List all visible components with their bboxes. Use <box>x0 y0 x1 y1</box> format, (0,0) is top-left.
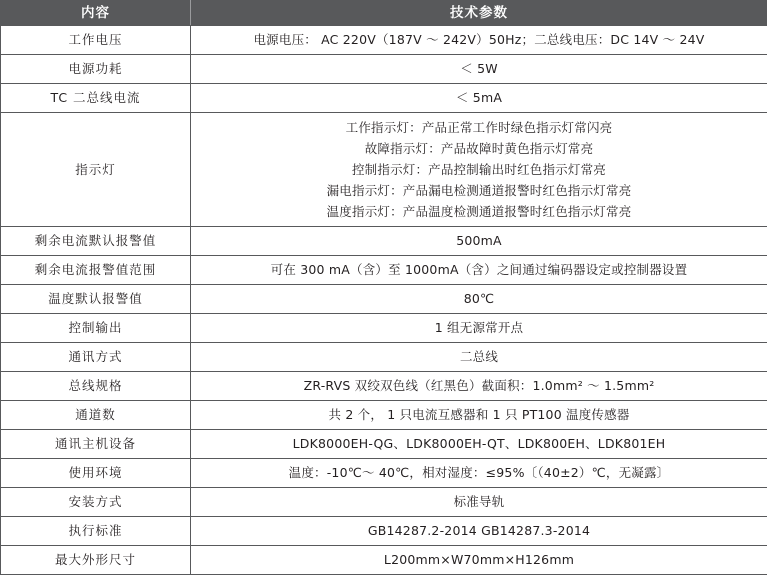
row-label: 剩余电流报警值范围 <box>1 256 191 285</box>
row-label: 控制输出 <box>1 314 191 343</box>
table-row <box>1 343 767 372</box>
column-header-parameters: 技术参数 <box>191 1 767 26</box>
row-value: ＜ 5W <box>191 55 767 84</box>
row-label: 总线规格 <box>1 372 191 401</box>
list-item: 温度指示灯：产品温度检测通道报警时红色指示灯常亮 <box>197 201 761 222</box>
row-value: 1 组无源常开点 <box>191 314 767 343</box>
row-value: L200mm×W70mm×H126mm <box>191 546 767 575</box>
row-label: 通道数 <box>1 401 191 430</box>
table-row <box>1 314 767 343</box>
list-item: 工作指示灯：产品正常工作时绿色指示灯常闪亮 <box>197 117 761 138</box>
row-value: 共 2 个， 1 只电流互感器和 1 只 PT100 温度传感器 <box>191 401 767 430</box>
table-row <box>1 55 767 84</box>
table-row <box>1 84 767 113</box>
row-label: 指示灯 <box>1 113 191 227</box>
row-value: 500mA <box>191 227 767 256</box>
row-value: 标准导轨 <box>191 488 767 517</box>
list-item: 控制指示灯：产品控制输出时红色指示灯常亮 <box>197 159 761 180</box>
table-row <box>1 113 767 227</box>
table-row <box>1 285 767 314</box>
row-value: 可在 300 mA（含）至 1000mA（含）之间通过编码器设定或控制器设置 <box>191 256 767 285</box>
row-value: 二总线 <box>191 343 767 372</box>
row-label: 电源功耗 <box>1 55 191 84</box>
row-value: ＜ 5mA <box>191 84 767 113</box>
row-label: 剩余电流默认报警值 <box>1 227 191 256</box>
list-item: 故障指示灯：产品故障时黄色指示灯常亮 <box>197 138 761 159</box>
row-label: 温度默认报警值 <box>1 285 191 314</box>
row-label: 安装方式 <box>1 488 191 517</box>
table-row <box>1 372 767 401</box>
row-value: 80℃ <box>191 285 767 314</box>
column-header-content: 内容 <box>1 1 191 26</box>
table-header <box>1 1 767 26</box>
table-row <box>1 517 767 546</box>
row-label: 最大外形尺寸 <box>1 546 191 575</box>
table-row <box>1 430 767 459</box>
table-header-row <box>1 1 767 26</box>
row-label: 通讯主机设备 <box>1 430 191 459</box>
row-value: GB14287.2-2014 GB14287.3-2014 <box>191 517 767 546</box>
row-value: 电源电压： AC 220V（187V ～ 242V）50Hz；二总线电压：DC 14V ～ 24V <box>191 26 767 55</box>
list-item: 漏电指示灯：产品漏电检测通道报警时红色指示灯常亮 <box>197 180 761 201</box>
row-label: 执行标准 <box>1 517 191 546</box>
row-value: ZR-RVS 双绞双色线（红黑色）截面积：1.0mm² ～ 1.5mm² <box>191 372 767 401</box>
table-row <box>1 26 767 55</box>
table-row <box>1 546 767 575</box>
indicator-light-list <box>197 117 761 222</box>
row-label: TC 二总线电流 <box>1 84 191 113</box>
row-label: 使用环境 <box>1 459 191 488</box>
row-label: 通讯方式 <box>1 343 191 372</box>
table-row <box>1 227 767 256</box>
table-row <box>1 256 767 285</box>
table-body <box>1 26 767 575</box>
table-row <box>1 401 767 430</box>
row-value: LDK8000EH-QG、LDK8000EH-QT、LDK800EH、LDK801EH <box>191 430 767 459</box>
table-row <box>1 488 767 517</box>
row-label: 工作电压 <box>1 26 191 55</box>
table-row <box>1 459 767 488</box>
row-value <box>191 113 767 227</box>
row-value: 温度：-10℃～ 40℃，相对湿度：≤95%〔（40±2）℃，无凝露〕 <box>191 459 767 488</box>
